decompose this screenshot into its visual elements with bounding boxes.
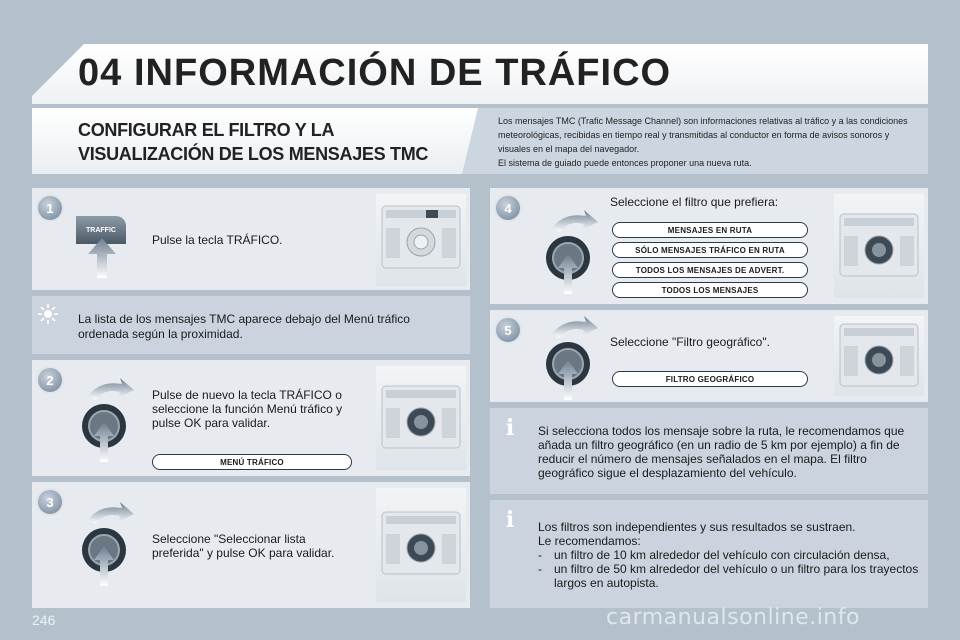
rotary-knob-icon [534, 314, 600, 400]
step-3-text: Seleccione "Seleccionar lista preferida" y pulse OK para validar. [152, 532, 335, 560]
step-3-radio-image [376, 488, 466, 602]
section-title: CONFIGURAR EL FILTRO Y LA VISUALIZACIÓN DE LOS MENSAJES TMC [78, 120, 429, 164]
list-item-text: un filtro de 10 km alrededor del vehículo con circulación densa, [554, 548, 890, 562]
list-item [538, 548, 922, 562]
step-1-badge: 1 [38, 196, 62, 220]
filter-option-2[interactable]: SÓLO MENSAJES TRÁFICO EN RUTA [612, 242, 808, 258]
list-item [538, 562, 922, 590]
tip-text: La lista de los mensajes TMC aparece debajo del Menú tráfico ordenada según la proximidad. [78, 312, 410, 341]
press-arrow-icon [88, 238, 116, 278]
step-5-badge: 5 [496, 318, 520, 342]
step-2-radio-image [376, 366, 466, 470]
step-2-badge: 2 [38, 368, 62, 392]
filter-option-1[interactable]: MENSAJES EN RUTA [612, 222, 808, 238]
list-item-text: un filtro de 50 km alrededor del vehículo o un filtro para los trayectos largos en autopista. [554, 562, 919, 590]
info-icon: i [505, 415, 515, 441]
bullet-dash: - [538, 562, 542, 576]
radio-unit-icon [376, 488, 466, 602]
menu-trafico-option[interactable]: MENÚ TRÁFICO [152, 454, 352, 470]
info-1-text: Si selecciona todos los mensaje sobre la ruta, le recomendamos que añada un filtro geográfico (en un radio de 5 km por ejemplo) a fin de reducir el número de mensajes señalados en el mapa. El filtro geográfico sigue el desplazamiento del vehículo. [538, 424, 905, 480]
info-2-text [538, 520, 922, 590]
radio-unit-icon [834, 316, 924, 396]
rotary-knob-icon [70, 500, 136, 586]
step-1-text: Pulse la tecla TRÁFICO. [152, 233, 283, 247]
info-2-line: Le recomendamos: [538, 534, 641, 548]
intro-text [498, 114, 918, 170]
step-5-text: Seleccione "Filtro geográfico". [610, 335, 770, 349]
traffic-key[interactable]: TRAFFIC [76, 216, 126, 244]
rotary-knob-icon [534, 208, 600, 294]
filter-option-4[interactable]: TODOS LOS MENSAJES [612, 282, 808, 298]
info-2-line: Los filtros son independientes y sus resultados se sustraen. [538, 520, 856, 534]
watermark: carmanualsonline.info [606, 605, 860, 630]
step-1-radio-image [376, 194, 466, 286]
intro-paragraph-2: El sistema de guiado puede entonces proponer una nueva ruta. [498, 158, 752, 168]
chapter-number: 04 [78, 52, 123, 94]
radio-unit-icon [834, 194, 924, 298]
step-3-badge: 3 [38, 490, 62, 514]
geo-filter-option[interactable]: FILTRO GEOGRÁFICO [612, 371, 808, 387]
info-icon: i [505, 507, 515, 533]
rotary-knob-icon [70, 376, 136, 462]
page-number: 246 [32, 612, 56, 628]
step-5-radio-image [834, 316, 924, 396]
bullet-dash: - [538, 548, 542, 562]
radio-unit-icon [376, 366, 466, 470]
radio-unit-icon [376, 194, 466, 286]
lightbulb-icon [38, 304, 58, 324]
page-title: INFORMACIÓN DE TRÁFICO [134, 52, 672, 94]
filter-option-3[interactable]: TODOS LOS MENSAJES DE ADVERT. [612, 262, 808, 278]
step-4-badge: 4 [496, 196, 520, 220]
step-4-text: Seleccione el filtro que prefiera: [610, 195, 779, 209]
step-2-text: Pulse de nuevo la tecla TRÁFICO o seleccione la función Menú tráfico y pulse OK para validar. [152, 388, 343, 430]
step-4-radio-image [834, 194, 924, 298]
intro-paragraph: Los mensajes TMC (Trafic Message Channel) son informaciones relativas al tráfico y a las condiciones meteorológicas, recibidas en tiempo real y transmitidas al conductor en forma de avisos sonoros y visuales en el mapa del navegador. [498, 116, 908, 154]
